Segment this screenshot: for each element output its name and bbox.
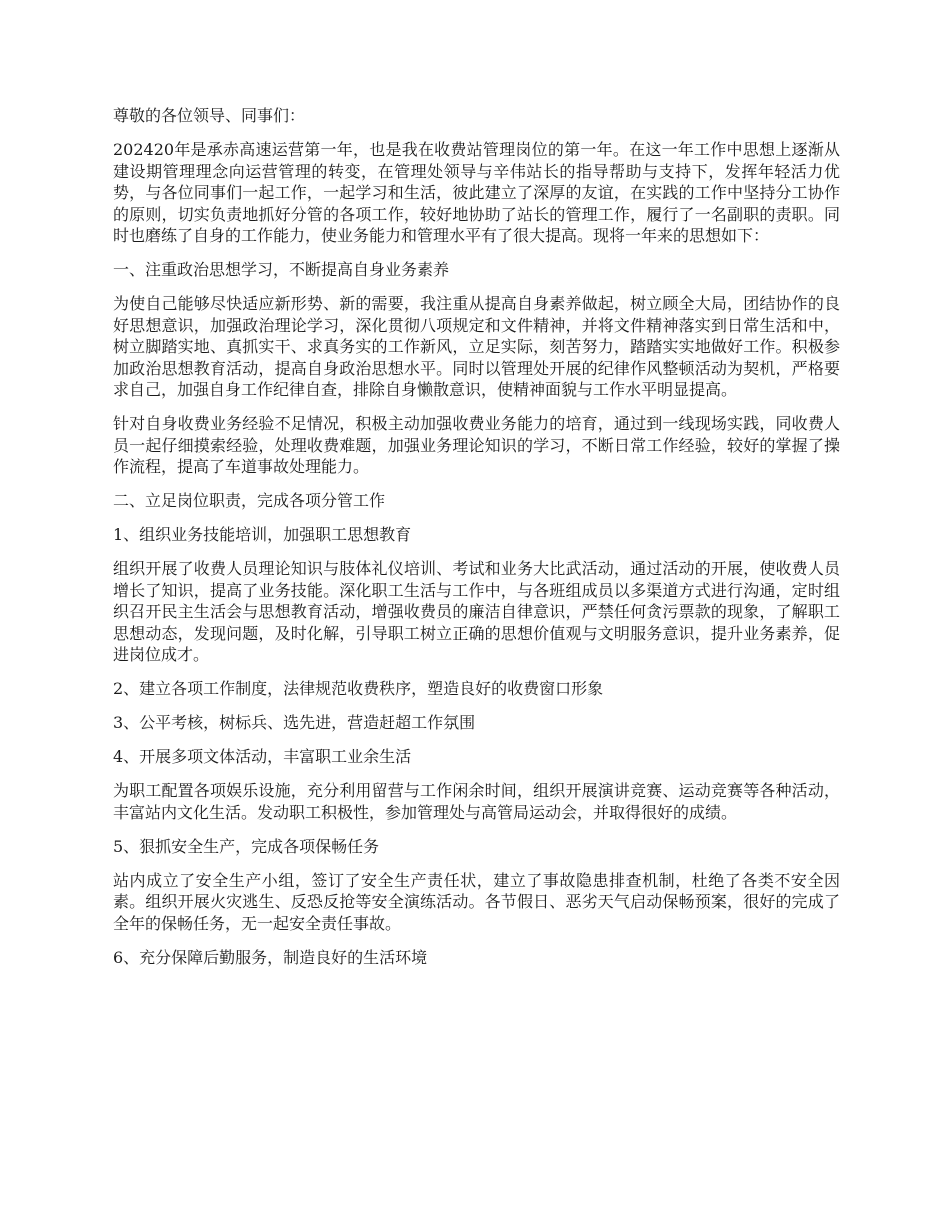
section-1-paragraph-1: 为使自己能够尽快适应新形势、新的需要，我注重从提高自身素养做起，树立顾全大局，团结协作的良好思想意识，加强政治理论学习，深化贯彻八项规定和文件精神，并将文件精神落实到日常生活和中，树立脚踏实地、真抓实干、求真务实的工作新风，立足实际，刻苦努力，踏踏实实地做好工作。积极参加政治思想教育活动，提高自身政治思想水平。同时以管理处开展的纪律作风整顿活动为契机，严格要求自己，加强自身工作纪律自查，排除自身懒散意识，使精神面貌与工作水平明显提高。: [113, 294, 840, 399]
intro-paragraph: 202420年是承赤高速运营第一年，也是我在收费站管理岗位的第一年。在这一年工作中思想上逐渐从建设期管理理念向运营管理的转变，在管理处领导与辛伟站长的指导帮助与支持下，发挥年轻活力优势，与各位同事们一起工作，一起学习和生活，彼此建立了深厚的友谊，在实践的工作中坚持分工协作的原则，切实负责地抓好分管的各项工作，较好地协助了站长的管理工作，履行了一名副职的责职。同时也磨练了自身的工作能力，使业务能力和管理水平有了很大提高。现将一年来的思想如下：: [113, 140, 840, 245]
item-heading-6: 6、充分保障后勤服务，制造良好的生活环境: [113, 947, 428, 967]
item-heading-1: 1、组织业务技能培训，加强职工思想教育: [113, 525, 412, 544]
item-5-paragraph: 站内成立了安全生产小组，签订了安全生产责任状，建立了事故隐患排查机制，杜绝了各类不安全因素。组织开展火灾逃生、反恐反抢等安全演练活动。各节假日、恶劣天气启动保畅预案，很好的完成了全年的保畅任务，无一起安全责任事故。: [113, 870, 840, 933]
item-heading-3: 3、公平考核，树标兵、选先进，营造赶超工作氛围: [113, 713, 476, 732]
item-4-paragraph: 为职工配置各项娱乐设施，充分利用留营与工作闲余时间，组织开展演讲竞赛、运动竞赛等各种活动，丰富站内文化生活。发动职工积极性，参加管理处与高管局运动会，并取得很好的成绩。: [113, 781, 840, 822]
section-heading-2: 二、立足岗位职责，完成各项分管工作: [113, 491, 386, 510]
item-heading-2: 2、建立各项工作制度，法律规范收费秩序，塑造良好的收费窗口形象: [113, 679, 604, 698]
item-heading-4: 4、开展多项文体活动，丰富职工业余生活: [113, 747, 412, 766]
item-heading-5: 5、狠抓安全生产，完成各项保畅任务: [113, 836, 380, 856]
section-1-paragraph-2: 针对自身收费业务经验不足情况，积极主动加强收费业务能力的培育，通过到一线现场实践，同收费人员一起仔细摸索经验，处理收费难题，加强业务理论知识的学习，不断日常工作经验，较好的掌握了操作流程，提高了车道事故处理能力。: [113, 414, 840, 476]
item-1-paragraph: 组织开展了收费人员理论知识与肢体礼仪培训、考试和业务大比武活动，通过活动的开展，使收费人员增长了知识，提高了业务技能。深化职工生活与工作中，与各班组成员以多渠道方式进行沟通，定时组织召开民主生活会与思想教育活动，增强收费员的廉洁自律意识，严禁任何贪污票款的现象，了解职工思想动态，发现问题，及时化解，引导职工树立正确的思想价值观与文明服务意识，提升业务素养，促进岗位成才。: [113, 559, 840, 664]
section-heading-1: 一、注重政治思想学习，不断提高自身业务素养: [113, 260, 450, 279]
salutation: 尊敬的各位领导、同事们：: [113, 106, 306, 125]
document-page: [113, 105, 840, 981]
